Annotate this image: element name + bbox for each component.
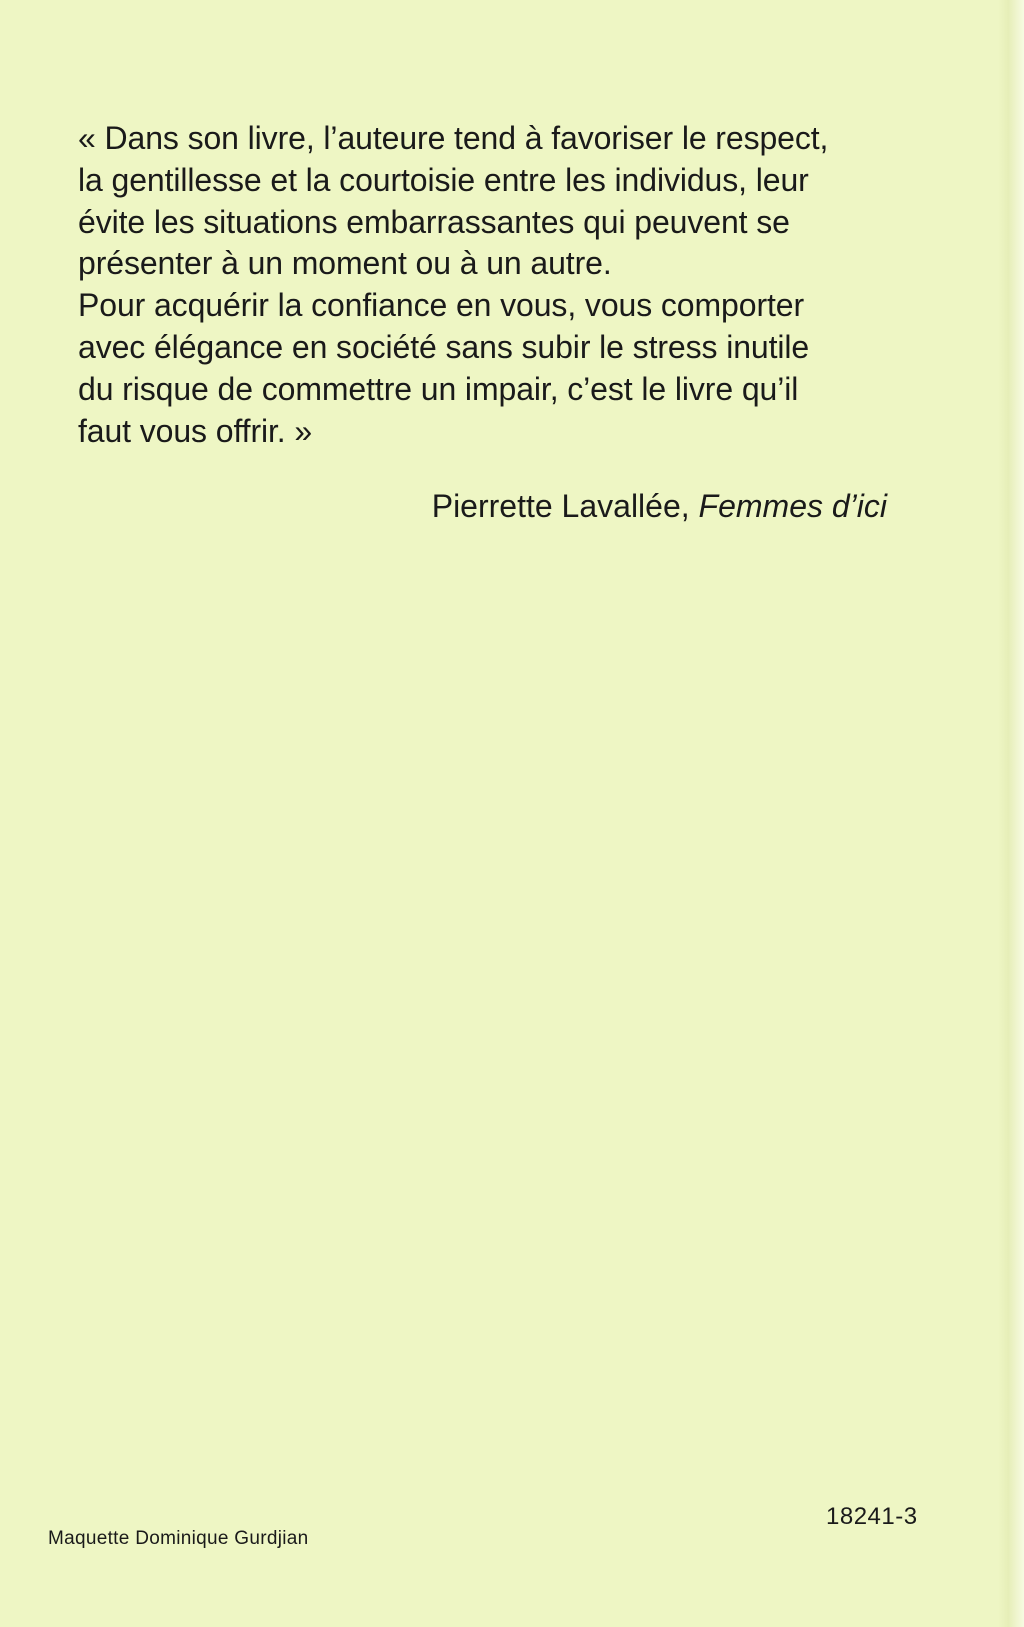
quote-line: du risque de commettre un impair, c’est le livre qu’il bbox=[78, 370, 799, 407]
quote-line: avec élégance en société sans subir le stress inutile bbox=[78, 328, 810, 365]
quote-line: faut vous offrir. » bbox=[78, 412, 313, 449]
quote-line: Pour acquérir la confiance en vous, vous comporter bbox=[78, 287, 805, 324]
quote-line: présenter à un moment ou à un autre. bbox=[78, 245, 612, 282]
quote-attribution bbox=[432, 486, 887, 526]
quote-line: la gentillesse et la courtoisie entre les individus, leur bbox=[78, 161, 809, 198]
back-cover-quote bbox=[78, 118, 898, 452]
catalog-code: 18241-3 bbox=[826, 1503, 918, 1530]
quote-line: « Dans son livre, l’auteure tend à favoriser le respect, bbox=[78, 120, 829, 156]
design-credit: Maquette Dominique Gurdjian bbox=[48, 1528, 309, 1549]
attribution-publication: Femmes d’ici bbox=[698, 488, 887, 524]
quote-line: évite les situations embarrassantes qui peuvent se bbox=[78, 203, 790, 240]
page-edge-shadow bbox=[998, 0, 1024, 1627]
attribution-author: Pierrette Lavallée, bbox=[431, 488, 690, 524]
